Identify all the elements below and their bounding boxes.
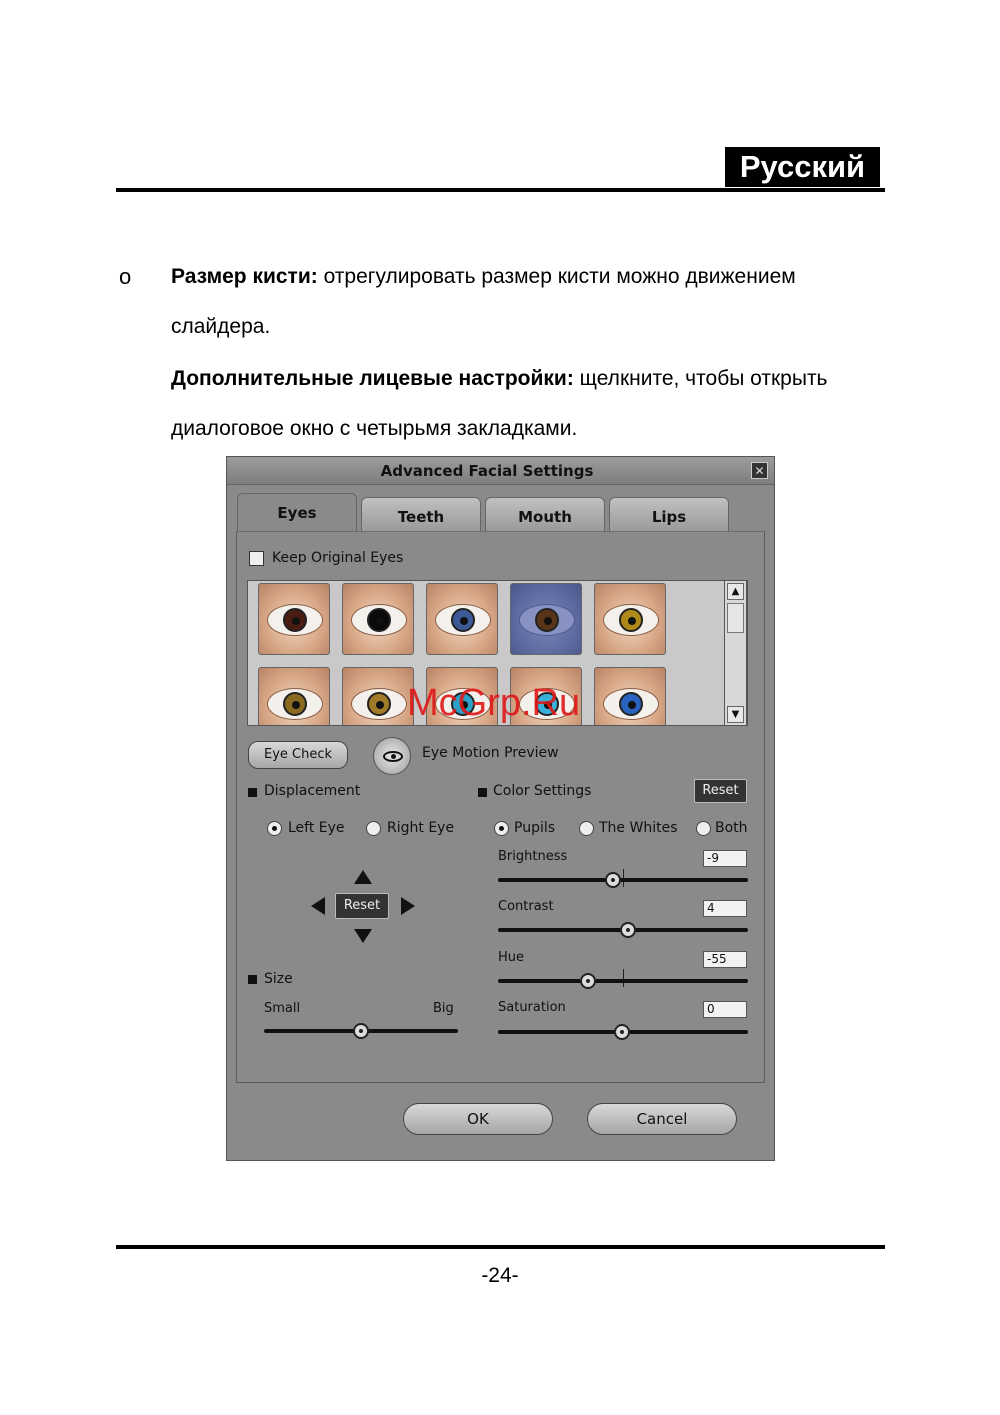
tab-eyes[interactable]: Eyes <box>237 493 357 533</box>
eye-thumbnail[interactable] <box>510 583 582 655</box>
paragraph-brush-size-cont: слайдера. <box>171 315 271 338</box>
term-brush-size: Размер кисти: <box>171 265 318 288</box>
right-eye-radio[interactable] <box>366 821 381 836</box>
both-radio[interactable] <box>696 821 711 836</box>
header-rule <box>116 188 885 192</box>
iris-swatch <box>283 608 307 632</box>
scroll-thumb[interactable] <box>727 603 744 633</box>
scroll-up-icon[interactable]: ▲ <box>727 583 744 600</box>
whites-label: The Whites <box>599 820 678 836</box>
paragraph-advanced-cont: диалоговое окно с четырьмя закладками. <box>171 417 578 440</box>
move-down-icon[interactable] <box>354 929 372 943</box>
footer-rule <box>116 1245 885 1249</box>
contrast-field[interactable]: 4 <box>703 900 747 917</box>
left-eye-radio[interactable] <box>267 821 282 836</box>
eye-motion-preview-icon[interactable] <box>373 737 411 775</box>
pupil-dot <box>292 701 300 709</box>
eye-motion-label: Eye Motion Preview <box>422 745 559 761</box>
brush-size-text: отрегулировать размер кисти можно движением <box>317 265 796 288</box>
scroll-down-icon[interactable]: ▼ <box>727 706 744 723</box>
whites-radio[interactable] <box>579 821 594 836</box>
saturation-slider-knob[interactable] <box>614 1024 630 1040</box>
section-marker <box>248 788 257 797</box>
hue-label: Hue <box>498 950 525 965</box>
eye-thumbnail[interactable] <box>594 667 666 726</box>
pupil-dot <box>376 701 384 709</box>
size-slider-knob[interactable] <box>353 1023 369 1039</box>
pupil-dot <box>544 617 552 625</box>
gallery-scrollbar[interactable] <box>724 580 747 726</box>
term-advanced: Дополнительные лицевые настройки: <box>171 367 574 390</box>
dialog-title: Advanced Facial Settings <box>380 462 594 480</box>
bullet-marker: o <box>119 264 132 289</box>
color-settings-label: Color Settings <box>493 783 592 799</box>
both-label: Both <box>715 820 748 836</box>
watermark: McGrp.Ru <box>407 682 581 724</box>
dialog-titlebar <box>227 457 774 485</box>
pupils-radio[interactable] <box>494 821 509 836</box>
hue-slider-track[interactable] <box>498 979 748 983</box>
cancel-button[interactable]: Cancel <box>587 1103 737 1135</box>
close-icon[interactable]: ✕ <box>751 462 768 479</box>
iris-swatch <box>367 692 391 716</box>
right-eye-label: Right Eye <box>387 820 455 836</box>
iris-swatch <box>451 608 475 632</box>
tab-teeth[interactable]: Teeth <box>361 497 481 531</box>
iris-swatch <box>619 608 643 632</box>
brightness-slider-knob[interactable] <box>605 872 621 888</box>
section-marker <box>478 788 487 797</box>
saturation-field[interactable]: 0 <box>703 1001 747 1018</box>
keep-original-checkbox[interactable] <box>249 551 264 566</box>
hue-field[interactable]: -55 <box>703 951 747 968</box>
saturation-label: Saturation <box>498 1000 566 1015</box>
pupil-dot <box>628 701 636 709</box>
eye-thumbnail[interactable] <box>594 583 666 655</box>
paragraph-brush-size <box>171 264 796 290</box>
pupil-dot <box>376 617 384 625</box>
brightness-slider-track[interactable] <box>498 878 748 882</box>
tab-lips[interactable]: Lips <box>609 497 729 531</box>
size-label: Size <box>264 971 293 987</box>
eye-thumbnail[interactable] <box>342 667 414 726</box>
iris-swatch <box>367 608 391 632</box>
pupil-dot <box>460 617 468 625</box>
color-reset-button[interactable]: Reset <box>694 779 747 803</box>
eye-check-button[interactable]: Eye Check <box>248 741 348 769</box>
eye-thumbnail[interactable] <box>258 667 330 726</box>
eye-thumbnail[interactable] <box>342 583 414 655</box>
keep-original-label: Keep Original Eyes <box>272 550 404 566</box>
advanced-text: щелкните, чтобы открыть <box>573 367 828 390</box>
hue-slider-knob[interactable] <box>580 973 596 989</box>
left-eye-label: Left Eye <box>288 820 345 836</box>
language-badge: Русский <box>725 147 880 187</box>
displacement-reset-button[interactable]: Reset <box>335 893 389 919</box>
move-right-icon[interactable] <box>401 897 415 915</box>
page-number: -24- <box>481 1264 519 1287</box>
paragraph-advanced <box>171 366 828 392</box>
advanced-facial-settings-dialog <box>226 456 775 1161</box>
move-up-icon[interactable] <box>354 870 372 884</box>
iris-swatch <box>283 692 307 716</box>
hue-center-tick <box>623 969 624 987</box>
eye-thumbnail[interactable] <box>258 583 330 655</box>
size-small-label: Small <box>264 1001 301 1016</box>
eye-thumbnail[interactable] <box>426 583 498 655</box>
size-big-label: Big <box>433 1001 454 1016</box>
contrast-slider-knob[interactable] <box>620 922 636 938</box>
brightness-field[interactable]: -9 <box>703 850 747 867</box>
displacement-label: Displacement <box>264 783 361 799</box>
ok-button[interactable]: OK <box>403 1103 553 1135</box>
contrast-label: Contrast <box>498 899 554 914</box>
iris-swatch <box>619 692 643 716</box>
pupil-dot <box>628 617 636 625</box>
tab-mouth[interactable]: Mouth <box>485 497 605 531</box>
iris-swatch <box>535 608 559 632</box>
move-left-icon[interactable] <box>311 897 325 915</box>
section-marker <box>248 975 257 984</box>
pupil-dot <box>292 617 300 625</box>
brightness-label: Brightness <box>498 849 568 864</box>
pupils-label: Pupils <box>514 820 556 836</box>
